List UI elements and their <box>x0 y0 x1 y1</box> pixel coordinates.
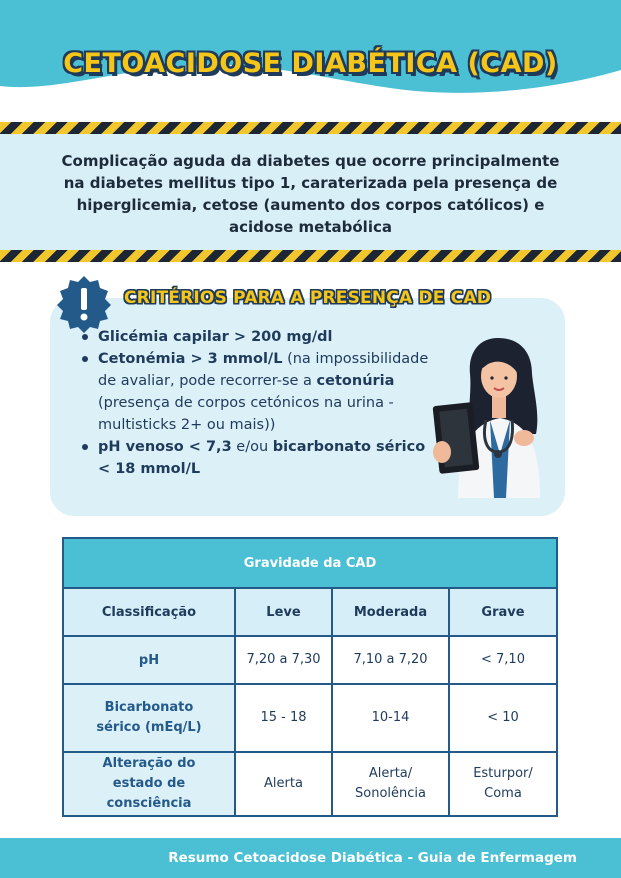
criteria-list <box>80 326 430 480</box>
cell-moderada: 7,10 a 7,20 <box>332 636 449 684</box>
criteria-title: CRITÉRIOS PARA A PRESENÇA DE CAD <box>124 288 492 308</box>
header-leve: Leve <box>235 588 332 636</box>
table-row <box>63 636 557 684</box>
header-grave: Grave <box>449 588 557 636</box>
intro-text: Complicação aguda da diabetes que ocorre principalmente na diabetes mellitus tipo 1, caraterizada pela presença de hiperglicemia, cetose (aumento dos corpos católicos) e acidose metabólica <box>61 152 560 236</box>
row-label: pH <box>63 636 235 684</box>
criteria-item-cetonemia: Cetonémia > 3 mmol/L (na impossibilidade de avaliar, pode recorrer-se a cetonúria (presença de corpos cetónicos na urina - multisticks 2+ ou mais)) <box>80 348 430 436</box>
page-title: CETOACIDOSE DIABÉTICA (CAD) <box>63 48 558 79</box>
severity-table <box>62 537 558 817</box>
cell-grave: < 10 <box>449 684 557 752</box>
table-row <box>63 684 557 752</box>
cell-leve: 15 - 18 <box>235 684 332 752</box>
alert-badge-icon <box>55 274 113 334</box>
criteria-item-glicemia: Glicémia capilar > 200 mg/dl <box>80 326 430 348</box>
cell-grave: < 7,10 <box>449 636 557 684</box>
table-row <box>63 752 557 816</box>
cell-leve: Alerta <box>235 752 332 816</box>
row-label: Bicarbonato sérico (mEq/L) <box>63 684 235 752</box>
cell-moderada: 10-14 <box>332 684 449 752</box>
hazard-stripe-top <box>0 122 621 134</box>
table-caption: Gravidade da CAD <box>63 538 557 588</box>
header-classificacao: Classificação <box>63 588 235 636</box>
header-moderada: Moderada <box>332 588 449 636</box>
cell-moderada: Alerta/ Sonolência <box>332 752 449 816</box>
hazard-stripe-bottom <box>0 250 621 262</box>
doctor-illustration-icon <box>428 334 566 498</box>
row-label: Alteração do estado de consciência <box>63 752 235 816</box>
cell-grave: Esturpor/ Coma <box>449 752 557 816</box>
footer-text: Resumo Cetoacidose Diabética - Guia de Enfermagem <box>168 850 577 866</box>
cell-leve: 7,20 a 7,30 <box>235 636 332 684</box>
criteria-item-ph: pH venoso < 7,3 e/ou bicarbonato sérico < 18 mmol/L <box>80 436 430 480</box>
